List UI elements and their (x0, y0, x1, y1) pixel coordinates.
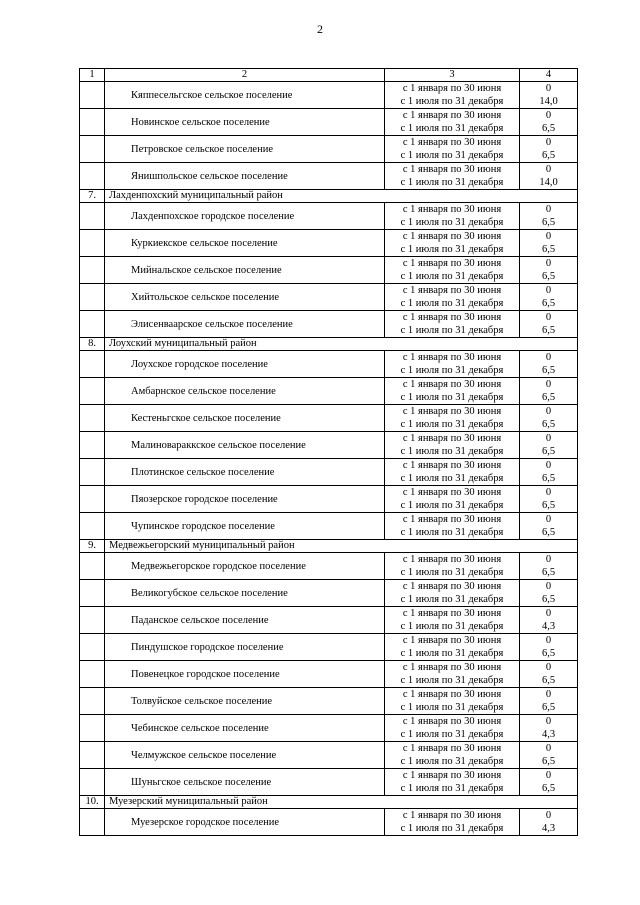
table-row (80, 311, 578, 338)
period-first: с 1 января по 30 июня (402, 406, 502, 417)
period-cell (385, 432, 520, 459)
period-first: с 1 января по 30 июня (402, 204, 502, 215)
row-number-cell (80, 553, 105, 580)
rate-cell (520, 311, 578, 338)
rate-first: 0 (545, 689, 552, 700)
rate-first: 0 (545, 164, 552, 175)
table-row (80, 809, 578, 836)
period-second: с 1 июля по 31 декабря (400, 96, 504, 107)
table-row (80, 715, 578, 742)
row-number-cell (80, 230, 105, 257)
rate-cell (520, 661, 578, 688)
rate-second: 4,3 (541, 621, 556, 632)
period-first: с 1 января по 30 июня (402, 433, 502, 444)
period-cell (385, 257, 520, 284)
settlement-name: Великогубское сельское поселение (105, 580, 385, 607)
rate-first: 0 (545, 204, 552, 215)
period-cell (385, 284, 520, 311)
period-cell (385, 311, 520, 338)
period-second: с 1 июля по 31 декабря (400, 365, 504, 376)
row-number-cell (80, 742, 105, 769)
table-row (80, 284, 578, 311)
period-first: с 1 января по 30 июня (402, 662, 502, 673)
table-row (80, 742, 578, 769)
rate-first: 0 (545, 608, 552, 619)
section-title: Муезерский муниципальный район (105, 796, 578, 809)
section-row (80, 540, 578, 553)
period-second: с 1 июля по 31 декабря (400, 648, 504, 659)
period-second: с 1 июля по 31 декабря (400, 325, 504, 336)
period-cell (385, 715, 520, 742)
period-cell (385, 769, 520, 796)
section-row (80, 190, 578, 203)
period-second: с 1 июля по 31 декабря (400, 783, 504, 794)
settlement-name: Толвуйское сельское поселение (105, 688, 385, 715)
table-row (80, 513, 578, 540)
settlement-name: Куркиекское сельское поселение (105, 230, 385, 257)
rate-second: 14,0 (539, 177, 558, 188)
table-row (80, 607, 578, 634)
period-first: с 1 января по 30 июня (402, 285, 502, 296)
settlement-name: Лахденпохское городское поселение (105, 203, 385, 230)
period-second: с 1 июля по 31 декабря (400, 594, 504, 605)
period-first: с 1 января по 30 июня (402, 689, 502, 700)
table-row (80, 486, 578, 513)
row-number-cell (80, 661, 105, 688)
rate-second: 6,5 (541, 783, 556, 794)
section-title: Лоухский муниципальный район (105, 338, 578, 351)
settlement-name: Пиндушское городское поселение (105, 634, 385, 661)
rate-first: 0 (545, 433, 552, 444)
settlement-name: Плотинское сельское поселение (105, 459, 385, 486)
rate-cell (520, 580, 578, 607)
rate-cell (520, 513, 578, 540)
period-cell (385, 809, 520, 836)
rate-second: 6,5 (541, 392, 556, 403)
rate-second: 6,5 (541, 244, 556, 255)
period-second: с 1 июля по 31 декабря (400, 823, 504, 834)
rate-first: 0 (545, 662, 552, 673)
settlement-name: Мийнальское сельское поселение (105, 257, 385, 284)
period-second: с 1 июля по 31 декабря (400, 729, 504, 740)
period-second: с 1 июля по 31 декабря (400, 446, 504, 457)
period-second: с 1 июля по 31 декабря (400, 567, 504, 578)
settlement-name: Чупинское городское поселение (105, 513, 385, 540)
settlement-name: Медвежьегорское городское поселение (105, 553, 385, 580)
section-row (80, 796, 578, 809)
rate-second: 6,5 (541, 150, 556, 161)
period-second: с 1 июля по 31 декабря (400, 675, 504, 686)
rate-cell (520, 82, 578, 109)
period-first: с 1 января по 30 июня (402, 514, 502, 525)
period-second: с 1 июля по 31 декабря (400, 500, 504, 511)
table-row (80, 136, 578, 163)
rate-second: 6,5 (541, 473, 556, 484)
rate-second: 6,5 (541, 446, 556, 457)
settlement-name: Чебинское сельское поселение (105, 715, 385, 742)
row-number-cell (80, 163, 105, 190)
table-row (80, 230, 578, 257)
rate-cell (520, 486, 578, 513)
header-col-4: 4 (520, 69, 578, 82)
table-row (80, 661, 578, 688)
period-first: с 1 января по 30 июня (402, 352, 502, 363)
table-row (80, 459, 578, 486)
period-cell (385, 203, 520, 230)
rate-cell (520, 284, 578, 311)
period-cell (385, 661, 520, 688)
period-second: с 1 июля по 31 декабря (400, 756, 504, 767)
rate-second: 6,5 (541, 217, 556, 228)
table-row (80, 769, 578, 796)
period-first: с 1 января по 30 июня (402, 258, 502, 269)
table-body (80, 69, 578, 836)
section-number: 7. (80, 190, 105, 203)
row-number-cell (80, 688, 105, 715)
period-second: с 1 июля по 31 декабря (400, 702, 504, 713)
period-first: с 1 января по 30 июня (402, 460, 502, 471)
settlement-name: Паданское сельское поселение (105, 607, 385, 634)
settlement-name: Амбарнское сельское поселение (105, 378, 385, 405)
rate-second: 6,5 (541, 702, 556, 713)
row-number-cell (80, 634, 105, 661)
period-cell (385, 553, 520, 580)
rate-cell (520, 351, 578, 378)
period-first: с 1 января по 30 июня (402, 83, 502, 94)
row-number-cell (80, 284, 105, 311)
period-first: с 1 января по 30 июня (402, 581, 502, 592)
table-row (80, 203, 578, 230)
period-second: с 1 июля по 31 декабря (400, 392, 504, 403)
settlement-name: Элисенваарское сельское поселение (105, 311, 385, 338)
period-first: с 1 января по 30 июня (402, 487, 502, 498)
rate-second: 6,5 (541, 675, 556, 686)
rate-first: 0 (545, 581, 552, 592)
period-first: с 1 января по 30 июня (402, 635, 502, 646)
period-cell (385, 742, 520, 769)
row-number-cell (80, 203, 105, 230)
table-row (80, 634, 578, 661)
rate-cell (520, 203, 578, 230)
period-first: с 1 января по 30 июня (402, 716, 502, 727)
period-second: с 1 июля по 31 декабря (400, 473, 504, 484)
rate-first: 0 (545, 554, 552, 565)
settlement-name: Кяппесельгское сельское поселение (105, 82, 385, 109)
table-header-row (80, 69, 578, 82)
table-row (80, 688, 578, 715)
period-cell (385, 459, 520, 486)
section-number: 10. (80, 796, 105, 809)
settlement-name: Малиновараккское сельское поселение (105, 432, 385, 459)
rate-second: 14,0 (539, 96, 558, 107)
section-title: Медвежьегорский муниципальный район (105, 540, 578, 553)
rate-cell (520, 230, 578, 257)
rate-cell (520, 688, 578, 715)
rate-first: 0 (545, 137, 552, 148)
rate-cell (520, 136, 578, 163)
period-first: с 1 января по 30 июня (402, 554, 502, 565)
period-cell (385, 634, 520, 661)
section-number: 8. (80, 338, 105, 351)
rate-first: 0 (545, 810, 552, 821)
rate-cell (520, 257, 578, 284)
settlement-name: Муезерское городское поселение (105, 809, 385, 836)
period-cell (385, 136, 520, 163)
rate-second: 6,5 (541, 365, 556, 376)
table-row (80, 378, 578, 405)
row-number-cell (80, 580, 105, 607)
rate-cell (520, 742, 578, 769)
row-number-cell (80, 715, 105, 742)
row-number-cell (80, 769, 105, 796)
period-cell (385, 513, 520, 540)
row-number-cell (80, 459, 105, 486)
rate-cell (520, 809, 578, 836)
period-cell (385, 405, 520, 432)
period-second: с 1 июля по 31 декабря (400, 150, 504, 161)
period-second: с 1 июля по 31 декабря (400, 419, 504, 430)
header-col-3: 3 (385, 69, 520, 82)
header-col-1: 1 (80, 69, 105, 82)
period-first: с 1 января по 30 июня (402, 608, 502, 619)
period-second: с 1 июля по 31 декабря (400, 298, 504, 309)
row-number-cell (80, 378, 105, 405)
period-second: с 1 июля по 31 декабря (400, 621, 504, 632)
rate-cell (520, 378, 578, 405)
rate-first: 0 (545, 285, 552, 296)
section-row (80, 338, 578, 351)
rate-first: 0 (545, 312, 552, 323)
period-first: с 1 января по 30 июня (402, 810, 502, 821)
period-second: с 1 июля по 31 декабря (400, 177, 504, 188)
table-row (80, 351, 578, 378)
period-first: с 1 января по 30 июня (402, 312, 502, 323)
period-second: с 1 июля по 31 декабря (400, 271, 504, 282)
rate-cell (520, 715, 578, 742)
table-row (80, 432, 578, 459)
period-cell (385, 230, 520, 257)
table-row (80, 553, 578, 580)
rate-first: 0 (545, 770, 552, 781)
rate-first: 0 (545, 716, 552, 727)
row-number-cell (80, 136, 105, 163)
rate-second: 6,5 (541, 419, 556, 430)
period-second: с 1 июля по 31 декабря (400, 217, 504, 228)
rate-first: 0 (545, 110, 552, 121)
settlement-name: Челмужское сельское поселение (105, 742, 385, 769)
row-number-cell (80, 405, 105, 432)
rate-first: 0 (545, 460, 552, 471)
period-second: с 1 июля по 31 декабря (400, 123, 504, 134)
section-title: Лахденпохский муниципальный район (105, 190, 578, 203)
row-number-cell (80, 257, 105, 284)
settlement-name: Пяозерское городское поселение (105, 486, 385, 513)
table-row (80, 405, 578, 432)
table-row (80, 580, 578, 607)
rate-second: 6,5 (541, 756, 556, 767)
table-row (80, 257, 578, 284)
rate-first: 0 (545, 514, 552, 525)
settlement-name: Новинское сельское поселение (105, 109, 385, 136)
rate-first: 0 (545, 635, 552, 646)
period-cell (385, 580, 520, 607)
period-first: с 1 января по 30 июня (402, 743, 502, 754)
rate-second: 6,5 (541, 500, 556, 511)
row-number-cell (80, 809, 105, 836)
period-first: с 1 января по 30 июня (402, 164, 502, 175)
rate-first: 0 (545, 406, 552, 417)
period-cell (385, 351, 520, 378)
settlement-name: Лоухское городское поселение (105, 351, 385, 378)
period-first: с 1 января по 30 июня (402, 231, 502, 242)
period-cell (385, 82, 520, 109)
period-first: с 1 января по 30 июня (402, 110, 502, 121)
period-cell (385, 378, 520, 405)
row-number-cell (80, 109, 105, 136)
row-number-cell (80, 82, 105, 109)
period-first: с 1 января по 30 июня (402, 770, 502, 781)
period-cell (385, 163, 520, 190)
rate-second: 6,5 (541, 527, 556, 538)
rate-cell (520, 769, 578, 796)
rate-first: 0 (545, 379, 552, 390)
rate-cell (520, 432, 578, 459)
rate-first: 0 (545, 83, 552, 94)
rate-second: 6,5 (541, 648, 556, 659)
settlement-name: Петровское сельское поселение (105, 136, 385, 163)
rate-cell (520, 109, 578, 136)
rate-cell (520, 163, 578, 190)
rate-cell (520, 553, 578, 580)
header-col-2: 2 (105, 69, 385, 82)
row-number-cell (80, 311, 105, 338)
rate-first: 0 (545, 743, 552, 754)
period-first: с 1 января по 30 июня (402, 137, 502, 148)
rate-second: 6,5 (541, 325, 556, 336)
rate-first: 0 (545, 487, 552, 498)
rate-cell (520, 634, 578, 661)
rate-first: 0 (545, 231, 552, 242)
settlement-name: Янишпольское сельское поселение (105, 163, 385, 190)
table-row (80, 109, 578, 136)
rate-cell (520, 459, 578, 486)
row-number-cell (80, 513, 105, 540)
rate-second: 6,5 (541, 123, 556, 134)
settlement-name: Хийтольское сельское поселение (105, 284, 385, 311)
rate-second: 6,5 (541, 567, 556, 578)
settlement-name: Шуньгское сельское поселение (105, 769, 385, 796)
settlement-name: Повенецкое городское поселение (105, 661, 385, 688)
period-second: с 1 июля по 31 декабря (400, 527, 504, 538)
row-number-cell (80, 351, 105, 378)
table-row (80, 163, 578, 190)
period-cell (385, 109, 520, 136)
rate-second: 6,5 (541, 298, 556, 309)
row-number-cell (80, 486, 105, 513)
period-cell (385, 607, 520, 634)
period-cell (385, 688, 520, 715)
rate-second: 4,3 (541, 823, 556, 834)
table-row (80, 82, 578, 109)
period-first: с 1 января по 30 июня (402, 379, 502, 390)
period-cell (385, 486, 520, 513)
row-number-cell (80, 607, 105, 634)
rate-first: 0 (545, 352, 552, 363)
tariff-table (79, 68, 578, 836)
rate-cell (520, 405, 578, 432)
section-number: 9. (80, 540, 105, 553)
period-second: с 1 июля по 31 декабря (400, 244, 504, 255)
rate-second: 4,3 (541, 729, 556, 740)
rate-cell (520, 607, 578, 634)
rate-second: 6,5 (541, 271, 556, 282)
rate-second: 6,5 (541, 594, 556, 605)
page-number: 2 (317, 22, 323, 36)
settlement-name: Кестеньгское сельское поселение (105, 405, 385, 432)
row-number-cell (80, 432, 105, 459)
rate-first: 0 (545, 258, 552, 269)
